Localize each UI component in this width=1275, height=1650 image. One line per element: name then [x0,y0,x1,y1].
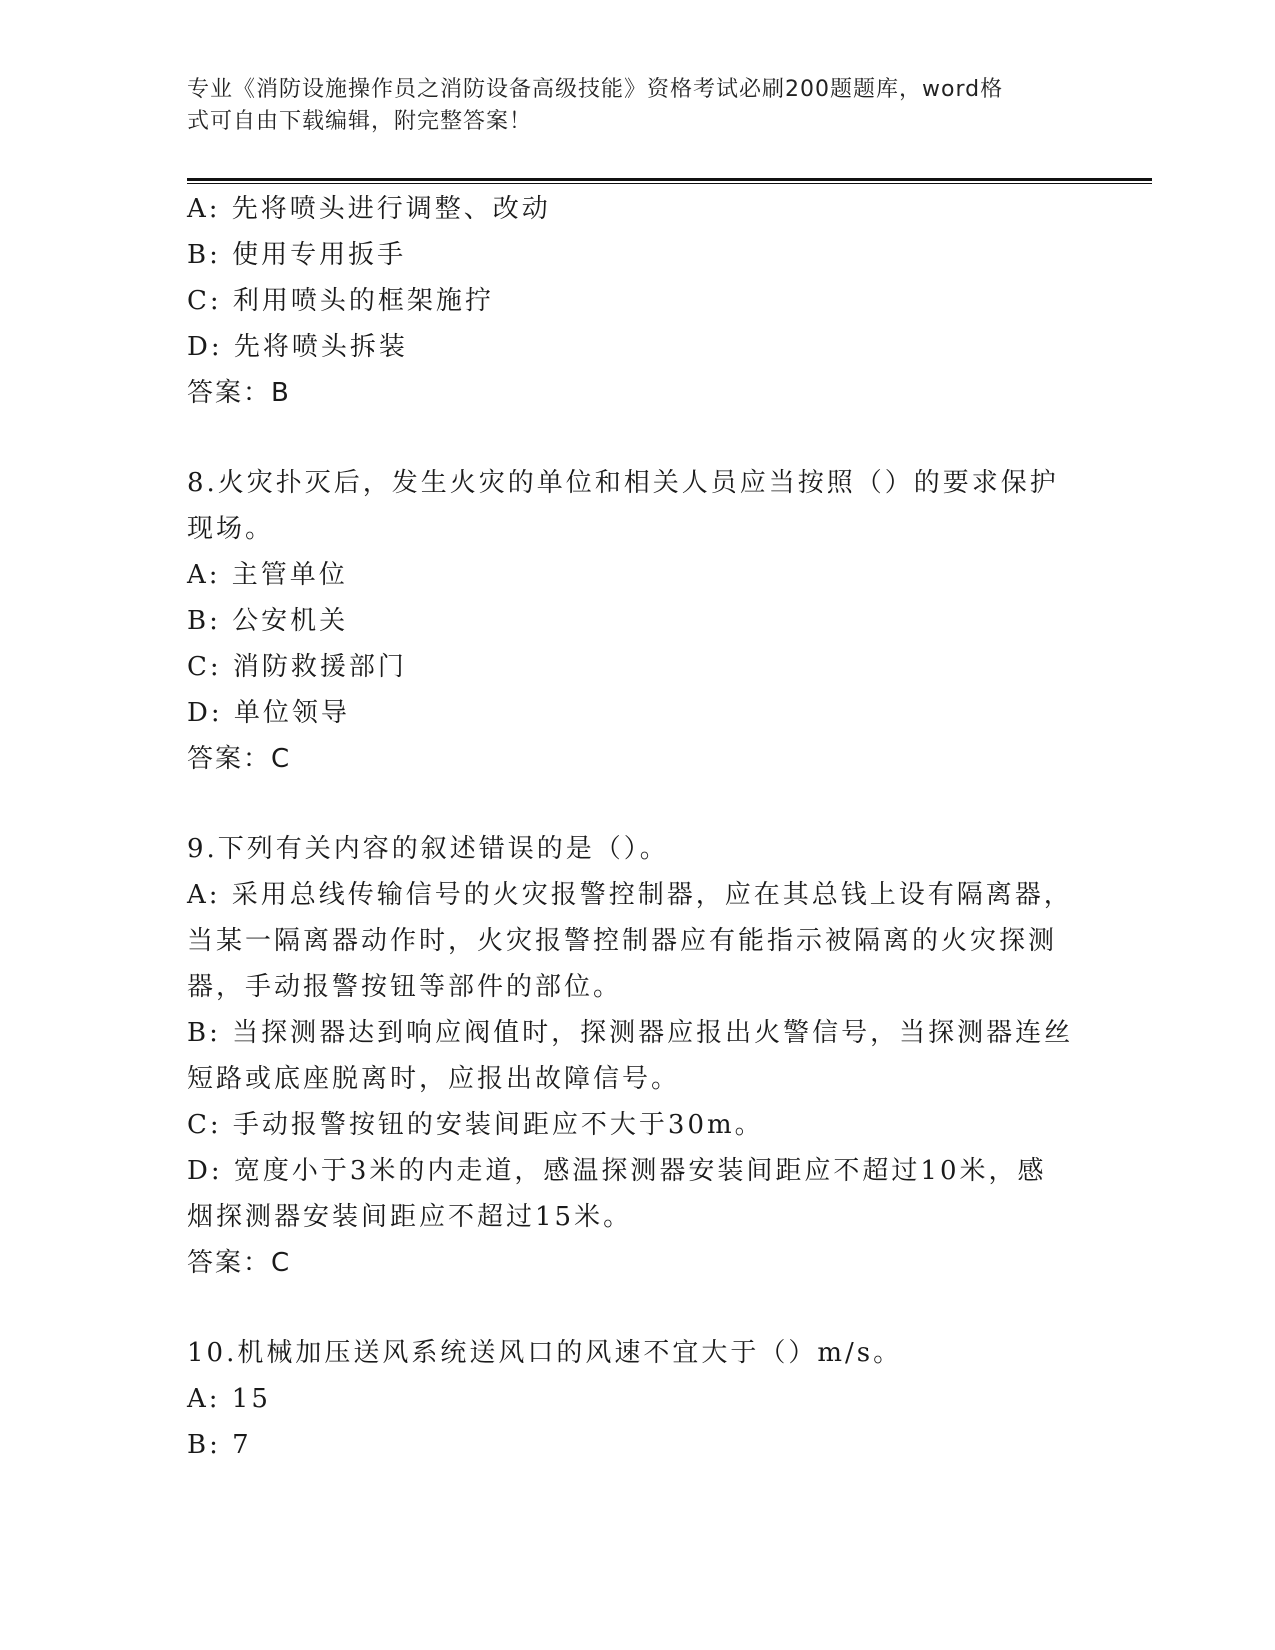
question-text: 10.机械加压送风系统送风口的风速不宜大于（）m/s。 [187,1338,903,1368]
spacer [187,782,1087,826]
header-rule-thin [187,183,1152,184]
option-b: B: 使用专用扳手 [187,240,407,270]
question-10 [187,1330,1087,1468]
option-a-line-1: A: 采用总线传输信号的火灾报警控制器，应在其总钱上设有隔离器， [187,880,1073,910]
header-title-line-1: 专业《消防设施操作员之消防设备高级技能》资格考试必刷200题题库，word格 [187,77,1004,102]
answer-label: 答案：C [187,1248,292,1278]
question-list [187,186,1087,1468]
option-c-line-1: C: 手动报警按钮的安装间距应不大于30m。 [187,1110,764,1140]
question-text: 9.下列有关内容的叙述错误的是（）。 [187,834,669,864]
option-a: A: 15 [187,1384,271,1414]
option-a: A: 主管单位 [187,560,348,590]
option-c: C: 利用喷头的框架施拧 [187,286,494,316]
spacer [187,1286,1087,1330]
question-text-line-2: 现场。 [187,514,275,544]
option-d: D: 先将喷头拆装 [187,332,408,362]
option-d-line-2: 烟探测器安装间距应不超过15米。 [187,1202,633,1232]
spacer [187,416,1087,460]
header-title-line-2: 式可自由下载编辑，附完整答案！ [187,109,533,134]
option-a-line-2: 当某一隔离器动作时，火灾报警控制器应有能指示被隔离的火灾探测 [187,926,1058,956]
option-d: D: 单位领导 [187,698,350,728]
answer-label: 答案：B [187,378,291,408]
option-b-line-2: 短路或底座脱离时，应报出故障信号。 [187,1064,681,1094]
option-c: C: 消防救援部门 [187,652,407,682]
question-7-continued [187,186,1087,416]
option-d-line-1: D: 宽度小于3米的内走道，感温探测器安装间距应不超过10米，感 [187,1156,1047,1186]
document-header [187,74,1067,138]
option-b: B: 公安机关 [187,606,349,636]
answer-label: 答案：C [187,744,292,774]
option-b-line-1: B: 当探测器达到响应阀值时，探测器应报出火警信号，当探测器连丝 [187,1018,1074,1048]
question-9 [187,826,1087,1286]
option-a: A: 先将喷头进行调整、改动 [187,194,551,224]
option-a-line-3: 器，手动报警按钮等部件的部位。 [187,972,623,1002]
header-rule-thick [187,178,1152,181]
question-text-line-1: 8.火灾扑灭后，发生火灾的单位和相关人员应当按照（）的要求保护 [187,468,1059,498]
question-8 [187,460,1087,782]
option-b: B: 7 [187,1430,252,1460]
